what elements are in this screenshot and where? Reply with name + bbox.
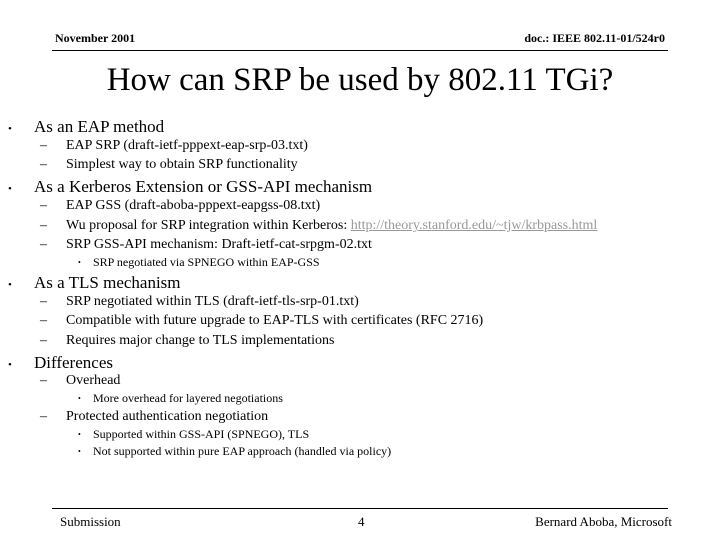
sub-bullet-marker: • bbox=[78, 258, 81, 267]
footer-submission: Submission bbox=[60, 514, 121, 529]
list-item: Simplest way to obtain SRP functionality bbox=[66, 157, 298, 172]
footer-divider bbox=[52, 508, 668, 509]
sub-bullet-marker: • bbox=[78, 394, 81, 403]
list-item: Compatible with future upgrade to EAP-TLS with certificates (RFC 2716) bbox=[66, 313, 484, 328]
krbpass-link[interactable]: http://theory.stanford.edu/~tjw/krbpass.html bbox=[350, 218, 598, 233]
list-item: SRP GSS-API mechanism: Draft-ietf-cat-srpgm-02.txt bbox=[66, 237, 372, 252]
sub-list-item: Not supported within pure EAP approach (handled via policy) bbox=[93, 444, 392, 458]
list-item: Overhead bbox=[66, 373, 121, 388]
bullet-marker: • bbox=[8, 279, 12, 291]
sub-list-item: More overhead for layered negotiations bbox=[93, 391, 283, 405]
sub-list-item: SRP negotiated via SPNEGO within EAP-GSS bbox=[93, 255, 320, 269]
dash-marker: – bbox=[40, 294, 47, 309]
sub-bullet-marker: • bbox=[78, 447, 81, 456]
dash-marker: – bbox=[40, 409, 47, 424]
page-number: 4 bbox=[358, 514, 365, 529]
list-item bbox=[66, 218, 597, 234]
dash-marker: – bbox=[40, 138, 47, 153]
bullet-marker: • bbox=[8, 123, 12, 135]
slide-title: How can SRP be used by 802.11 TGi? bbox=[106, 62, 614, 98]
section-heading-differences: Differences bbox=[34, 353, 113, 372]
section-heading-kerberos-gssapi: As a Kerberos Extension or GSS-API mechanism bbox=[34, 177, 373, 196]
dash-marker: – bbox=[40, 373, 47, 388]
list-item: Protected authentication negotiation bbox=[66, 409, 269, 424]
list-item: EAP GSS (draft-aboba-pppext-eapgss-08.txt) bbox=[66, 198, 321, 213]
sub-list-item: Supported within GSS-API (SPNEGO), TLS bbox=[93, 427, 310, 441]
list-item: Requires major change to TLS implementations bbox=[66, 333, 335, 348]
bullet-marker: • bbox=[8, 359, 12, 371]
list-item: EAP SRP (draft-ietf-pppext-eap-srp-03.txt) bbox=[66, 138, 308, 153]
dash-marker: – bbox=[40, 237, 47, 252]
dash-marker: – bbox=[40, 157, 47, 172]
header-divider bbox=[52, 50, 668, 51]
list-item: SRP negotiated within TLS (draft-ietf-tls-srp-01.txt) bbox=[66, 294, 359, 309]
section-heading-eap-method: As an EAP method bbox=[34, 117, 165, 136]
section-heading-tls: As a TLS mechanism bbox=[34, 273, 181, 292]
bullet-marker: • bbox=[8, 183, 12, 195]
dash-marker: – bbox=[40, 198, 47, 213]
dash-marker: – bbox=[40, 218, 47, 233]
dash-marker: – bbox=[40, 333, 47, 348]
header-doc-id: doc.: IEEE 802.11-01/524r0 bbox=[524, 31, 665, 45]
header-date: November 2001 bbox=[55, 31, 136, 45]
list-item-text: Wu proposal for SRP integration within Kerberos: bbox=[66, 218, 351, 233]
dash-marker: – bbox=[40, 313, 47, 328]
footer-author: Bernard Aboba, Microsoft bbox=[535, 514, 672, 529]
sub-bullet-marker: • bbox=[78, 430, 81, 439]
